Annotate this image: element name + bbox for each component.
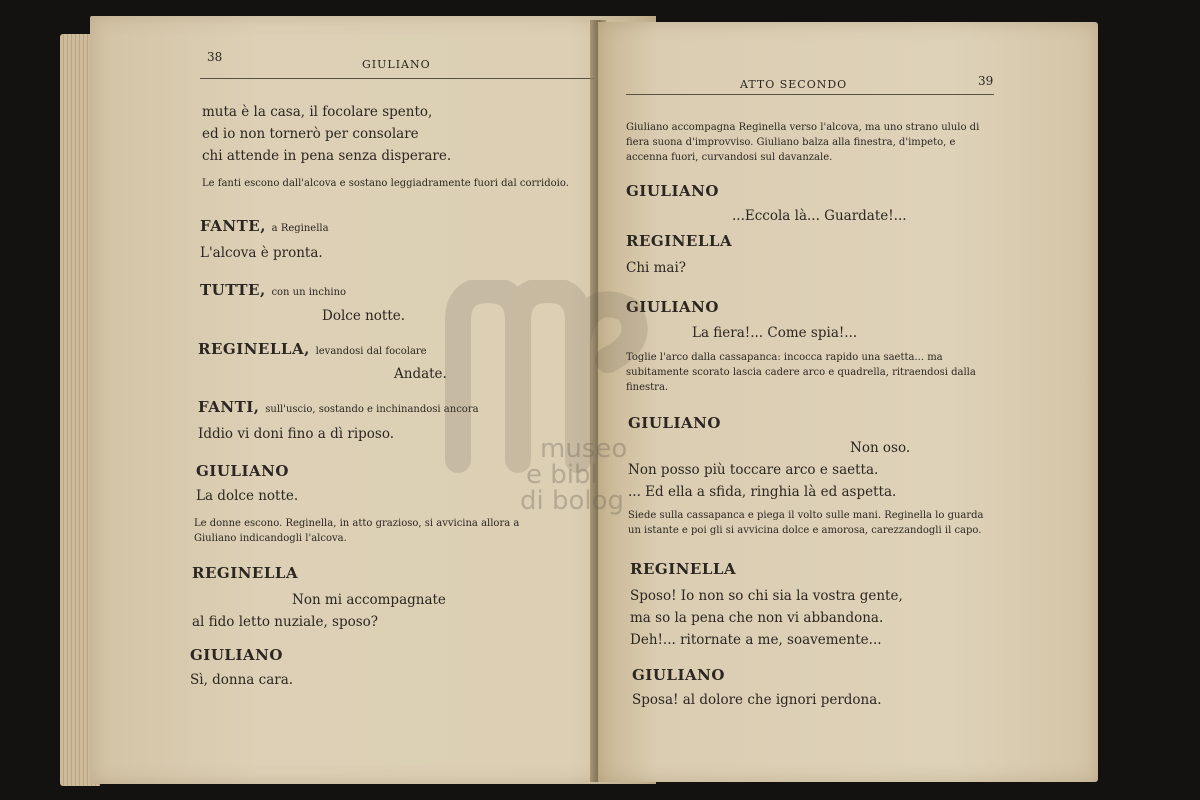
dialogue-line: Chi mai? [626,260,687,276]
speaker-giuliano: GIULIANO [632,666,725,684]
dialogue-line: Andate. [394,366,447,382]
right-page [598,22,1098,782]
watermark-text: e bibl [526,460,598,490]
speaker-name: FANTE, [200,217,266,235]
speaker-direction: a Reginella [271,223,329,234]
dialogue-line: Non posso più toccare arco e saetta. [628,462,879,478]
dialogue-line: ma so la pena che non vi abbandona. [630,610,884,626]
speaker-reginella: REGINELLA [192,564,299,582]
dialogue-line: Dolce notte. [322,308,406,324]
speaker-giuliano: GIULIANO [190,646,283,664]
speaker-name: TUTTE, [200,281,266,299]
stage-direction: Le donne escono. Reginella, in atto grazioso, si avvicina allora a Giuliano indicandogli l'alcova. [194,518,520,544]
dialogue-line: Non oso. [850,440,911,456]
verse-line: ed io non tornerò per consolare [202,126,419,142]
dialogue-line: L'alcova è pronta. [200,245,323,261]
speaker-name: REGINELLA, [198,340,310,358]
dialogue-line: Sposo! Io non so chi sia la vostra gente, [630,588,903,604]
dialogue-line: ...Eccola là... Guardate!... [732,208,907,224]
stage-direction: Siede sulla cassapanca e piega il volto sulle mani. Reginella lo guarda un istante e poi gli si avvicina dolce e amorosa, carezzandogli il capo. [628,510,984,536]
speaker-giuliano: GIULIANO [628,414,721,432]
right-header-rule [626,94,994,95]
speaker-direction: con un inchino [271,287,347,298]
dialogue-line: Non mi accompagnate [292,592,446,608]
speaker-giuliano: GIULIANO [626,298,719,316]
dialogue-line: La fiera!... Come spia!... [692,325,858,341]
speaker-reginella: REGINELLA [626,232,733,250]
watermark-text: di bolog [520,486,625,516]
speaker-tutte [200,281,346,299]
verse-line: muta è la casa, il focolare spento, [202,104,433,120]
speaker-name: FANTI, [198,398,260,416]
right-running-header: ATTO SECONDO [740,78,848,91]
open-book [60,12,1100,788]
dialogue-line: Iddio vi doni fino a dì riposo. [198,426,395,442]
speaker-giuliano: GIULIANO [196,462,289,480]
dialogue-line: Deh!... ritornate a me, soavemente... [630,632,882,648]
left-running-header: GIULIANO [362,58,431,71]
speaker-reginella: REGINELLA [630,560,737,578]
dialogue-line: al fido letto nuziale, sposo? [192,614,379,630]
verse-line: chi attende in pena senza disperare. [202,148,452,164]
stage-direction: Giuliano accompagna Reginella verso l'alcova, ma uno strano ululo di fiera suona d'improvviso. Giuliano balza alla finestra, d'impeto, e accenna fuori, curvandosi sul davanzale. [626,122,980,163]
speaker-fanti [198,398,479,416]
left-page-number: 38 [207,50,223,64]
stage-direction: Le fanti escono dall'alcova e sostano leggiadramente fuori dal corridoio. [202,178,569,189]
left-header-rule [200,78,594,79]
right-page-number: 39 [978,74,994,88]
watermark-text: museo [540,434,628,464]
speaker-reginella [198,340,427,358]
speaker-direction: levandosi dal focolare [315,346,427,357]
dialogue-line: Sposa! al dolore che ignori perdona. [632,692,882,708]
dialogue-line: ... Ed ella a sfida, ringhia là ed aspetta. [628,484,897,500]
left-page [90,16,656,784]
dialogue-line: La dolce notte. [196,488,299,504]
speaker-giuliano: GIULIANO [626,182,719,200]
dialogue-line: Sì, donna cara. [190,672,294,688]
stage-direction: Toglie l'arco dalla cassapanca: incocca rapido una saetta... ma subitamente scorato lascia cadere arco e quadrella, ritraendosi dalla finestra. [626,352,976,393]
speaker-direction: sull'uscio, sostando e inchinandosi ancora [265,404,479,415]
speaker-fante [200,217,329,235]
